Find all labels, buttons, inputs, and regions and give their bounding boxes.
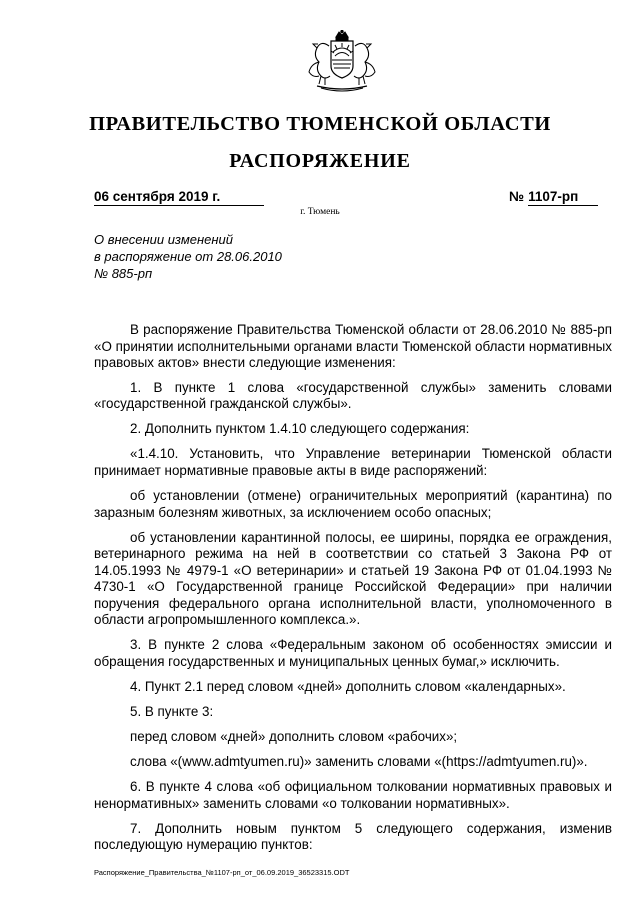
- document-type-title: РАСПОРЯЖЕНИЕ: [229, 150, 411, 172]
- subject-line: О внесении изменений: [94, 232, 233, 247]
- body-paragraph: 2. Дополнить пунктом 1.4.10 следующего содержания:: [130, 421, 470, 437]
- coat-of-arms-emblem: [303, 30, 381, 96]
- body-paragraph: 5. В пункте 3:: [130, 704, 214, 720]
- body-paragraph: об установлении (отмене) ограничительных мероприятий (карантина) по заразным болезням животных, за исключением особо опасных;: [94, 487, 612, 520]
- body-paragraph: В распоряжение Правительства Тюменской области от 28.06.2010 № 885-рп «О принятии исполнительными органами власти Тюменской области нормативных правовых актов» внести следующие изменения:: [94, 322, 612, 371]
- document-date: 06 сентября 2019 г.: [94, 189, 264, 206]
- body-paragraph: 7. Дополнить новым пунктом 5 следующего содержания, изменив последующую нумерацию пунктов:: [94, 820, 612, 853]
- subject-line: № 885-рп: [94, 266, 153, 281]
- body-paragraph: 4. Пункт 2.1 перед словом «дней» дополнить словом «календарных».: [130, 679, 566, 695]
- body-paragraph: об установлении карантинной полосы, ее ширины, порядка ее ограждения, ветеринарного режима на ней в соответствии со статьей 3 Закона РФ от 14.05.1993 № 4979-1 «О ветеринарии» и статьей 19 Закона РФ от 01.04.1993 № 4730-1 «О Государственной границе Российской Федерации» при наличии поручения федерального органа исполнительной власти, уполномоченного в области агропромышленного комплекса.».: [94, 529, 612, 628]
- number-sign: №: [509, 189, 525, 204]
- document-body: [94, 322, 612, 862]
- subject-line: в распоряжение от 28.06.2010: [94, 249, 282, 264]
- body-paragraph: 3. В пункте 2 слова «Федеральным законом об особенностях эмиссии и обращения государственных и муниципальных ценных бумаг,» исключить.: [94, 637, 612, 670]
- document-number-block: [509, 189, 604, 206]
- body-paragraph: перед словом «дней» дополнить словом «рабочих»;: [130, 729, 458, 744]
- body-paragraph: 6. В пункте 4 слова «об официальном толковании нормативных правовых и ненормативных» заменить словами «о толковании нормативных».: [94, 778, 612, 811]
- organization-title: ПРАВИТЕЛЬСТВО ТЮМЕНСКОЙ ОБЛАСТИ: [89, 113, 551, 135]
- body-paragraph: 1. В пункте 1 слова «государственной службы» заменить словами «государственной гражданской службы».: [94, 379, 612, 412]
- document-city: г. Тюмень: [300, 207, 340, 217]
- document-number: 1107-рп: [528, 189, 598, 206]
- document-subject: [94, 231, 394, 282]
- body-paragraph: слова «(www.admtyumen.ru)» заменить словами «(https://admtyumen.ru)».: [130, 753, 588, 769]
- body-paragraph: «1.4.10. Установить, что Управление ветеринарии Тюменской области принимает нормативные правовые акты в виде распоряжений:: [94, 446, 612, 478]
- footer-filename: Распоряжение_Правительства_№1107-рп_от_06.09.2019_36523315.ODT: [94, 868, 350, 877]
